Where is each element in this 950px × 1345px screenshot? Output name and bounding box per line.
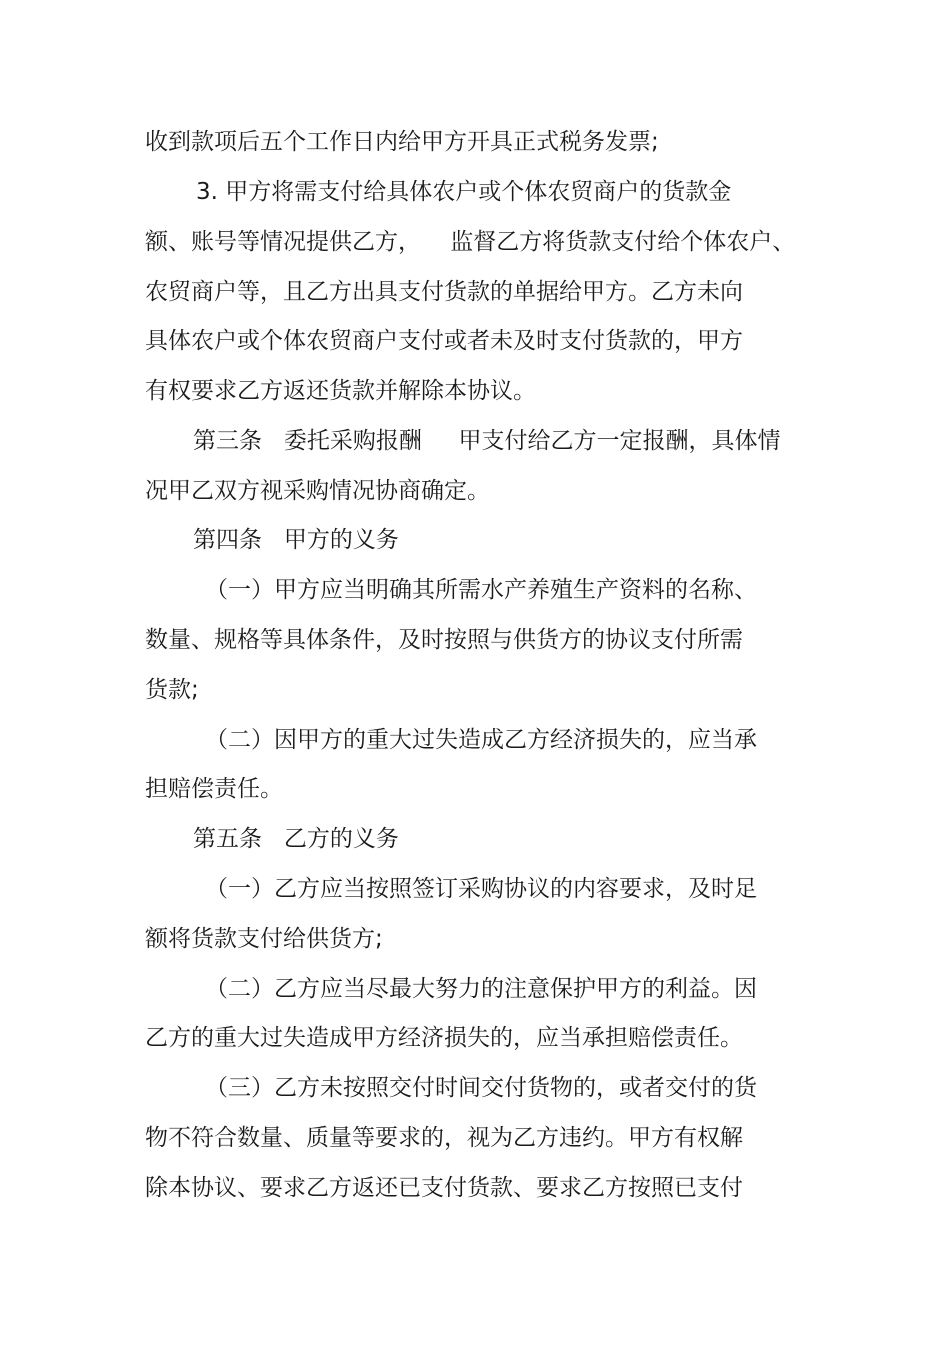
text-line: 除本协议、要求乙方返还已支付货款、要求乙方按照已支付 (145, 1175, 743, 1201)
text-line: 农贸商户等，且乙方出具支付货款的单据给甲方。乙方未向 (145, 279, 743, 305)
text-line: 额、账号等情况提供乙方， 监督乙方将货款支付给个体农户、 (145, 229, 796, 255)
text-line: 3. 甲方将需支付给具体农户或个体农贸商户的货款金 (196, 179, 732, 205)
text-line: 乙方的重大过失造成甲方经济损失的，应当承担赔偿责任。 (145, 1025, 743, 1051)
text-line: 数量、规格等具体条件，及时按照与供货方的协议支付所需 (145, 627, 743, 653)
text-line: （一）甲方应当明确其所需水产养殖生产资料的名称、 (205, 577, 757, 603)
article-heading-5: 第五条 乙方的义务 (193, 826, 399, 852)
text-line: （二）乙方应当尽最大努力的注意保护甲方的利益。因 (205, 976, 757, 1002)
text-line: 况甲乙双方视采购情况协商确定。 (145, 478, 490, 504)
text-line: 额将货款支付给供货方; (145, 926, 383, 952)
text-line: （一）乙方应当按照签订采购协议的内容要求，及时足 (205, 876, 757, 902)
text-line: 收到款项后五个工作日内给甲方开具正式税务发票; (145, 129, 659, 155)
article-heading-3: 第三条 委托采购报酬 甲支付给乙方一定报酬，具体情 (193, 428, 781, 454)
text-line: （三）乙方未按照交付时间交付货物的，或者交付的货 (205, 1075, 757, 1101)
text-line: 有权要求乙方返还货款并解除本协议。 (145, 378, 536, 404)
text-line: 物不符合数量、质量等要求的，视为乙方违约。甲方有权解 (145, 1125, 743, 1151)
text-line: 货款; (145, 677, 199, 703)
text-line: 具体农户或个体农贸商户支付或者未及时支付货款的，甲方 (145, 328, 743, 354)
text-line: 担赔偿责任。 (145, 776, 283, 802)
text-line: （二）因甲方的重大过失造成乙方经济损失的，应当承 (205, 727, 757, 753)
article-heading-4: 第四条 甲方的义务 (193, 527, 399, 553)
